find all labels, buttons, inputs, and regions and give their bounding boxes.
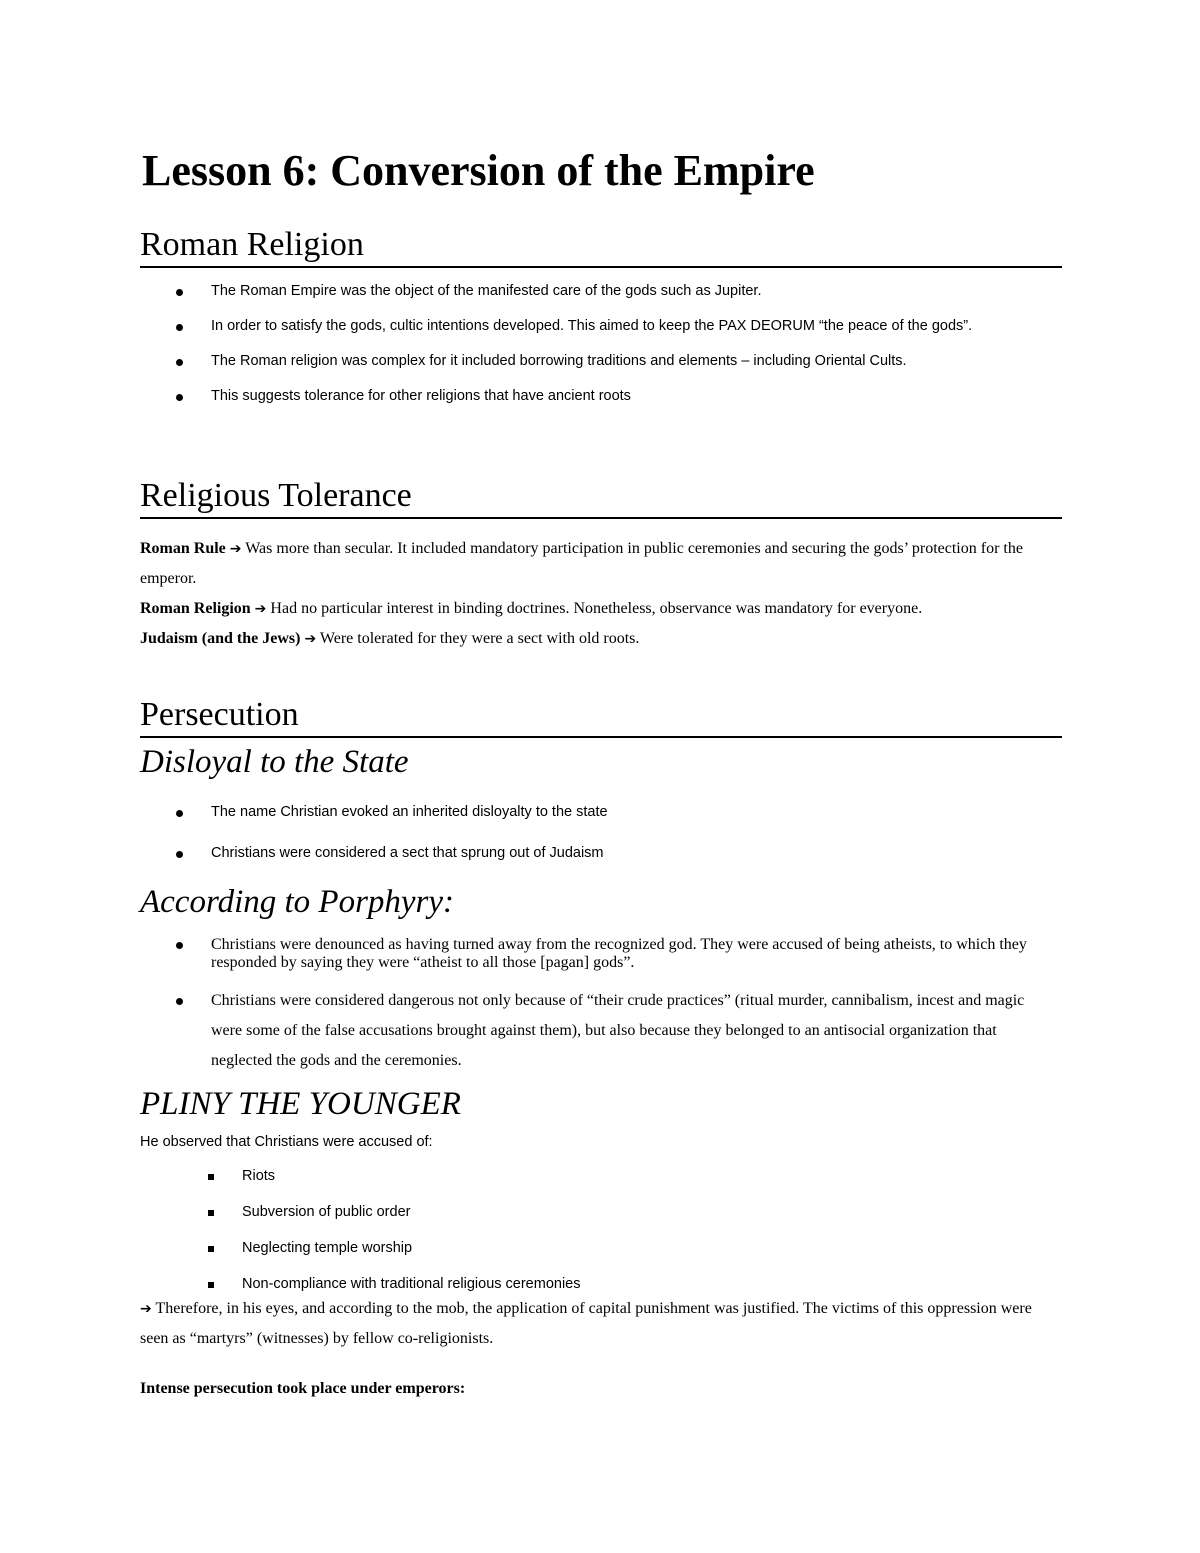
list-item: Non-compliance with traditional religious ceremonies [208,1276,1058,1293]
square-bullet-icon [208,1246,214,1252]
heading-religious-tolerance: Religious Tolerance [140,475,1062,519]
list-item: Riots [208,1168,1058,1185]
bullet-dot-icon [176,998,183,1005]
list-item: This suggests tolerance for other religions that have ancient roots [176,388,1056,405]
tolerance-item-roman-religion: Roman Religion ➔ Had no particular interest in binding doctrines. Nonetheless, observance was mandatory for everyone. [140,600,923,617]
subheading-porphyry: According to Porphyry: [140,884,455,920]
arrow-right-icon: ➔ [140,1301,152,1317]
subheading-pliny: PLINY THE YOUNGER [140,1086,461,1122]
bullet-dot-icon [176,289,183,296]
bullet-dot-icon [176,359,183,366]
disloyal-list [176,804,1056,862]
roman-religion-list [176,283,1056,405]
list-item: Neglecting temple worship [208,1240,1058,1257]
pliny-accusations-list [208,1168,1058,1293]
subheading-disloyal: Disloyal to the State [140,744,409,780]
square-bullet-icon [208,1210,214,1216]
pliny-conclusion: ➔ Therefore, in his eyes, and according to the mob, the application of capital punishment was justified. The victims of this oppression were seen as “martyrs” (witnesses) by fellow co-religionists. [140,1300,1032,1347]
square-bullet-icon [208,1282,214,1288]
heading-persecution: Persecution [140,694,1062,738]
list-item: The Roman Empire was the object of the manifested care of the gods such as Jupiter. [176,283,1056,300]
bullet-dot-icon [176,394,183,401]
bullet-dot-icon [176,324,183,331]
pliny-intro: He observed that Christians were accused of: [140,1134,433,1150]
list-item: The Roman religion was complex for it included borrowing traditions and elements – including Oriental Cults. [176,353,1056,370]
list-item: Christians were considered a sect that sprung out of Judaism [176,845,1056,862]
list-item: The name Christian evoked an inherited disloyalty to the state [176,804,1056,821]
list-item: Christians were denounced as having turned away from the recognized god. They were accused of being atheists, to which they responded by saying they were “atheist to all those [pagan] gods”. [176,936,1056,972]
tolerance-block [140,534,1055,654]
arrow-right-icon: ➔ [254,601,267,617]
bullet-dot-icon [176,851,183,858]
list-item: In order to satisfy the gods, cultic intentions developed. This aimed to keep the PAX DEORUM “the peace of the gods”. [176,318,1056,335]
porphyry-list [176,936,1056,1076]
page-title: Lesson 6: Conversion of the Empire [142,146,815,195]
bullet-dot-icon [176,942,183,949]
list-item: Christians were considered dangerous not only because of “their crude practices” (ritual murder, cannibalism, incest and magic were some of the false accusations brought against them), but also because they belonged to an antisocial organization that neglected the gods and the ceremonies. [176,986,1056,1076]
tolerance-item-roman-rule: Roman Rule ➔ Was more than secular. It included mandatory participation in public ceremonies and securing the gods’ protection for the emperor. [140,540,1023,587]
arrow-right-icon: ➔ [229,541,242,557]
heading-roman-religion: Roman Religion [140,224,1062,268]
bullet-dot-icon [176,810,183,817]
tolerance-item-judaism: Judaism (and the Jews) ➔ Were tolerated for they were a sect with old roots. [140,630,640,647]
emperors-heading: Intense persecution took place under emperors: [140,1380,466,1397]
square-bullet-icon [208,1174,214,1180]
list-item: Subversion of public order [208,1204,1058,1221]
arrow-right-icon: ➔ [304,631,317,647]
